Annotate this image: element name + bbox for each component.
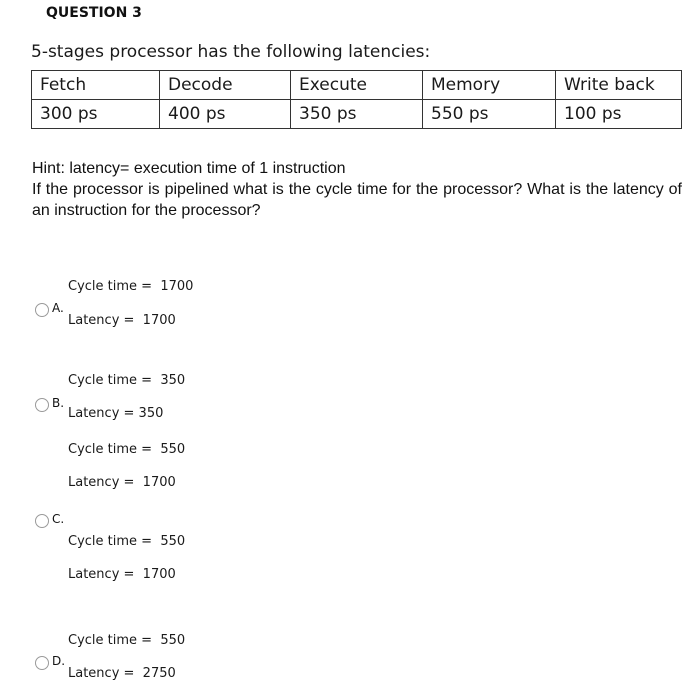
table-cell: Execute <box>291 71 423 100</box>
table-cell: Fetch <box>32 71 160 100</box>
option-c-latency: Latency = 1700 <box>68 567 176 582</box>
option-b-radio[interactable] <box>35 398 49 412</box>
table-cell: 350 ps <box>291 100 423 129</box>
option-b-latency: Latency = 350 <box>68 406 164 421</box>
question-text: If the processor is pipelined what is the cycle time for the processor? What is the latency of an instruction for the processor? <box>32 181 682 219</box>
table-cell: 100 ps <box>556 100 682 129</box>
latency-table <box>31 70 682 129</box>
option-c-cycle: Cycle time = 550 <box>68 534 186 549</box>
table-cell: 400 ps <box>160 100 291 129</box>
table-cell: Write back <box>556 71 682 100</box>
hint-block <box>32 158 682 221</box>
option-a-cycle: Cycle time = 1700 <box>68 279 194 294</box>
option-a-letter: A. <box>52 301 64 315</box>
table-cell: 550 ps <box>423 100 556 129</box>
table-cell: Decode <box>160 71 291 100</box>
hint-line: Hint: latency= execution time of 1 instruction <box>32 160 346 177</box>
option-b-extra-cycle: Cycle time = 550 <box>68 442 186 457</box>
option-c-radio[interactable] <box>35 514 49 528</box>
table-header-row <box>32 71 682 100</box>
option-b-letter: B. <box>52 396 65 410</box>
option-d-cycle: Cycle time = 550 <box>68 633 186 648</box>
option-b-extra-latency: Latency = 1700 <box>68 475 176 490</box>
table-cell: Memory <box>423 71 556 100</box>
option-a-radio[interactable] <box>35 303 49 317</box>
table-cell: 300 ps <box>32 100 160 129</box>
option-a-latency: Latency = 1700 <box>68 313 176 328</box>
table-value-row <box>32 100 682 129</box>
option-d-radio[interactable] <box>35 656 49 670</box>
option-c-letter: C. <box>52 512 65 526</box>
option-b-cycle: Cycle time = 350 <box>68 373 186 388</box>
option-d-latency: Latency = 2750 <box>68 666 176 681</box>
option-d-letter: D. <box>52 654 66 668</box>
question-heading: QUESTION 3 <box>46 5 142 21</box>
intro-text: 5-stages processor has the following latencies: <box>31 42 431 62</box>
